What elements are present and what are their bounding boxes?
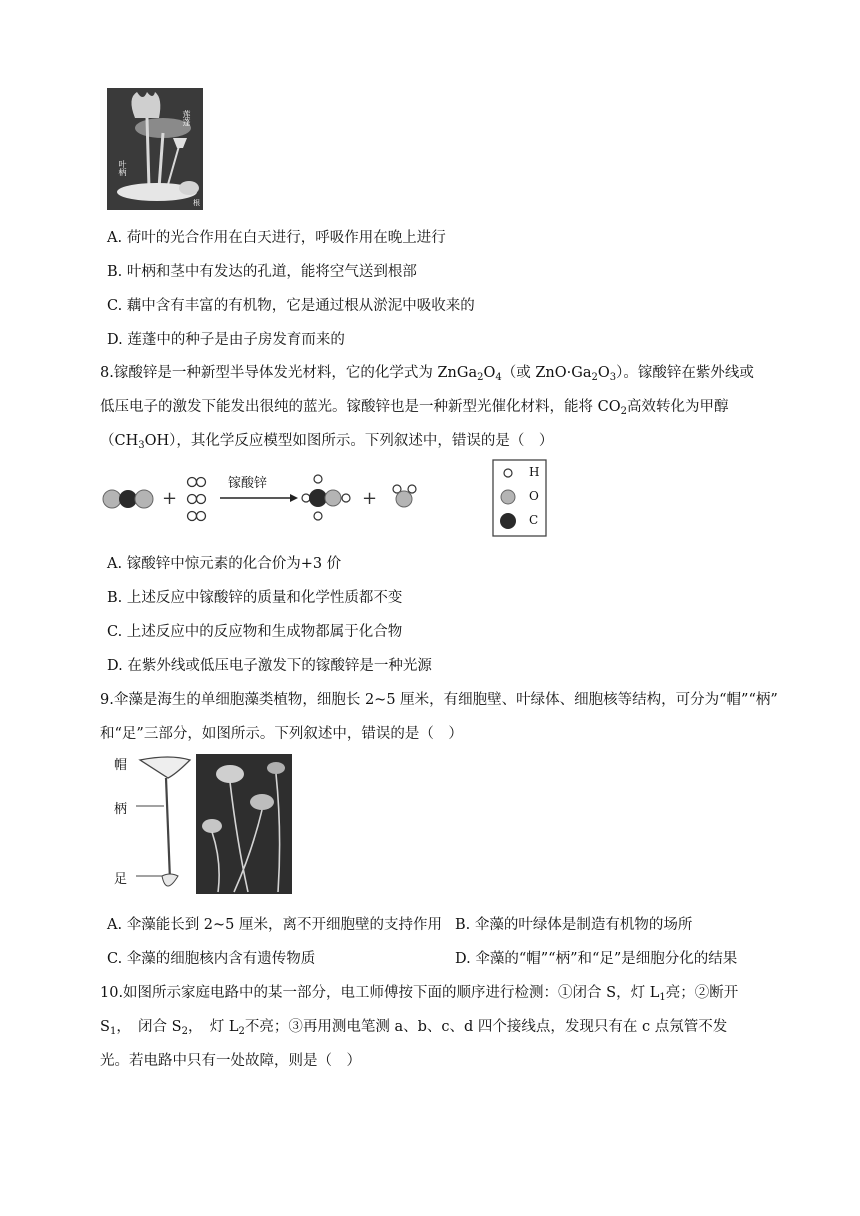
legend-h: H (529, 465, 540, 479)
svg-text:+: + (162, 488, 178, 509)
q8-option-c: C. 上述反应中的反应物和生成物都属于化合物 (107, 624, 403, 640)
acetabularia-figure (112, 752, 292, 897)
label-gen: 根 (193, 199, 200, 207)
q7-option-a: A. 荷叶的光合作用在白天进行，呼吸作用在晚上进行 (107, 230, 446, 246)
methanol-molecule (302, 475, 350, 520)
q9-option-c: C. 伞藻的细胞核内含有遗传物质 (107, 951, 316, 967)
q8-option-a: A. 镓酸锌中惊元素的化合价为+3 价 (107, 556, 342, 572)
q10-line-2: $S_1$， 闭合 $S_2$， 灯 $L_2$不亮；③再用测电笔测 a、b、c、d 四个接线点，发现只有在 c 点氖管不发 (100, 1019, 728, 1037)
svg-text:+: + (362, 488, 378, 509)
q10-line-1: 10.如图所示家庭电路中的某一部分，电工师傅按下面的顺序进行检测：①闭合 S，灯 $L_1$亮；②断开 (100, 985, 739, 1003)
label-bing: 柄 (114, 802, 128, 817)
q8-option-b: B. 上述反应中镓酸锌的质量和化学性质都不变 (107, 590, 403, 606)
legend-c: C (529, 513, 539, 527)
q9-option-d: D. 伞藻的“帽”“柄”和“足”是细胞分化的结果 (455, 951, 738, 967)
q7-option-b: B. 叶柄和茎中有发达的孔道，能将空气送到根部 (107, 264, 417, 280)
h2-molecules (188, 478, 206, 521)
q9-line-2: 和“足”三部分，如图所示。下列叙述中，错误的是（ ） (100, 726, 463, 742)
label-zu: 足 (114, 872, 128, 887)
co2-molecule (103, 490, 153, 508)
water-molecule (393, 485, 416, 507)
q8-option-d: D. 在紫外线或低压电子激发下的镓酸锌是一种光源 (107, 658, 432, 674)
legend-o: O (529, 489, 539, 503)
q8-line-1: 8.镓酸锌是一种新型半导体发光材料，它的化学式为 $ZnGa_2O_4$（或 $ZnO\cdot Ga_2O_3$）。镓酸锌在紫外线或 (100, 365, 754, 383)
q9-option-a: A. 伞藻能长到 2~5 厘米，离不开细胞壁的支持作用 (107, 917, 443, 933)
label-lianpeng: 莲蓬 (182, 110, 191, 126)
label-yebing: 叶柄 (118, 160, 127, 176)
q9-option-b: B. 伞藻的叶绿体是制造有机物的场所 (455, 917, 693, 933)
q8-line-2: 低压电子的激发下能发出很纯的蓝光。镓酸锌也是一种新型光催化材料，能将 $CO_2$高效转化为甲醇 (100, 399, 729, 417)
q9-line-1: 9.伞藻是海生的单细胞藻类植物，细胞长 2~5 厘米，有细胞壁、叶绿体、细胞核等结构，可分为“帽”“柄” (100, 692, 778, 708)
lotus-figure (107, 88, 203, 210)
q7-option-d: D. 莲蓬中的种子是由子房发育而来的 (107, 332, 345, 348)
reaction-model-figure (100, 458, 560, 538)
q8-line-3: $(CH_3OH)$，其化学反应模型如图所示。下列叙述中，错误的是（ ） (100, 433, 554, 451)
label-mao: 帽 (114, 758, 128, 773)
q10-line-3: 光。若电路中只有一处故障，则是（ ） (100, 1053, 361, 1069)
catalyst-label: 镓酸锌 (228, 476, 268, 491)
q7-option-c: C. 藕中含有丰富的有机物，它是通过根从淤泥中吸收来的 (107, 298, 475, 314)
